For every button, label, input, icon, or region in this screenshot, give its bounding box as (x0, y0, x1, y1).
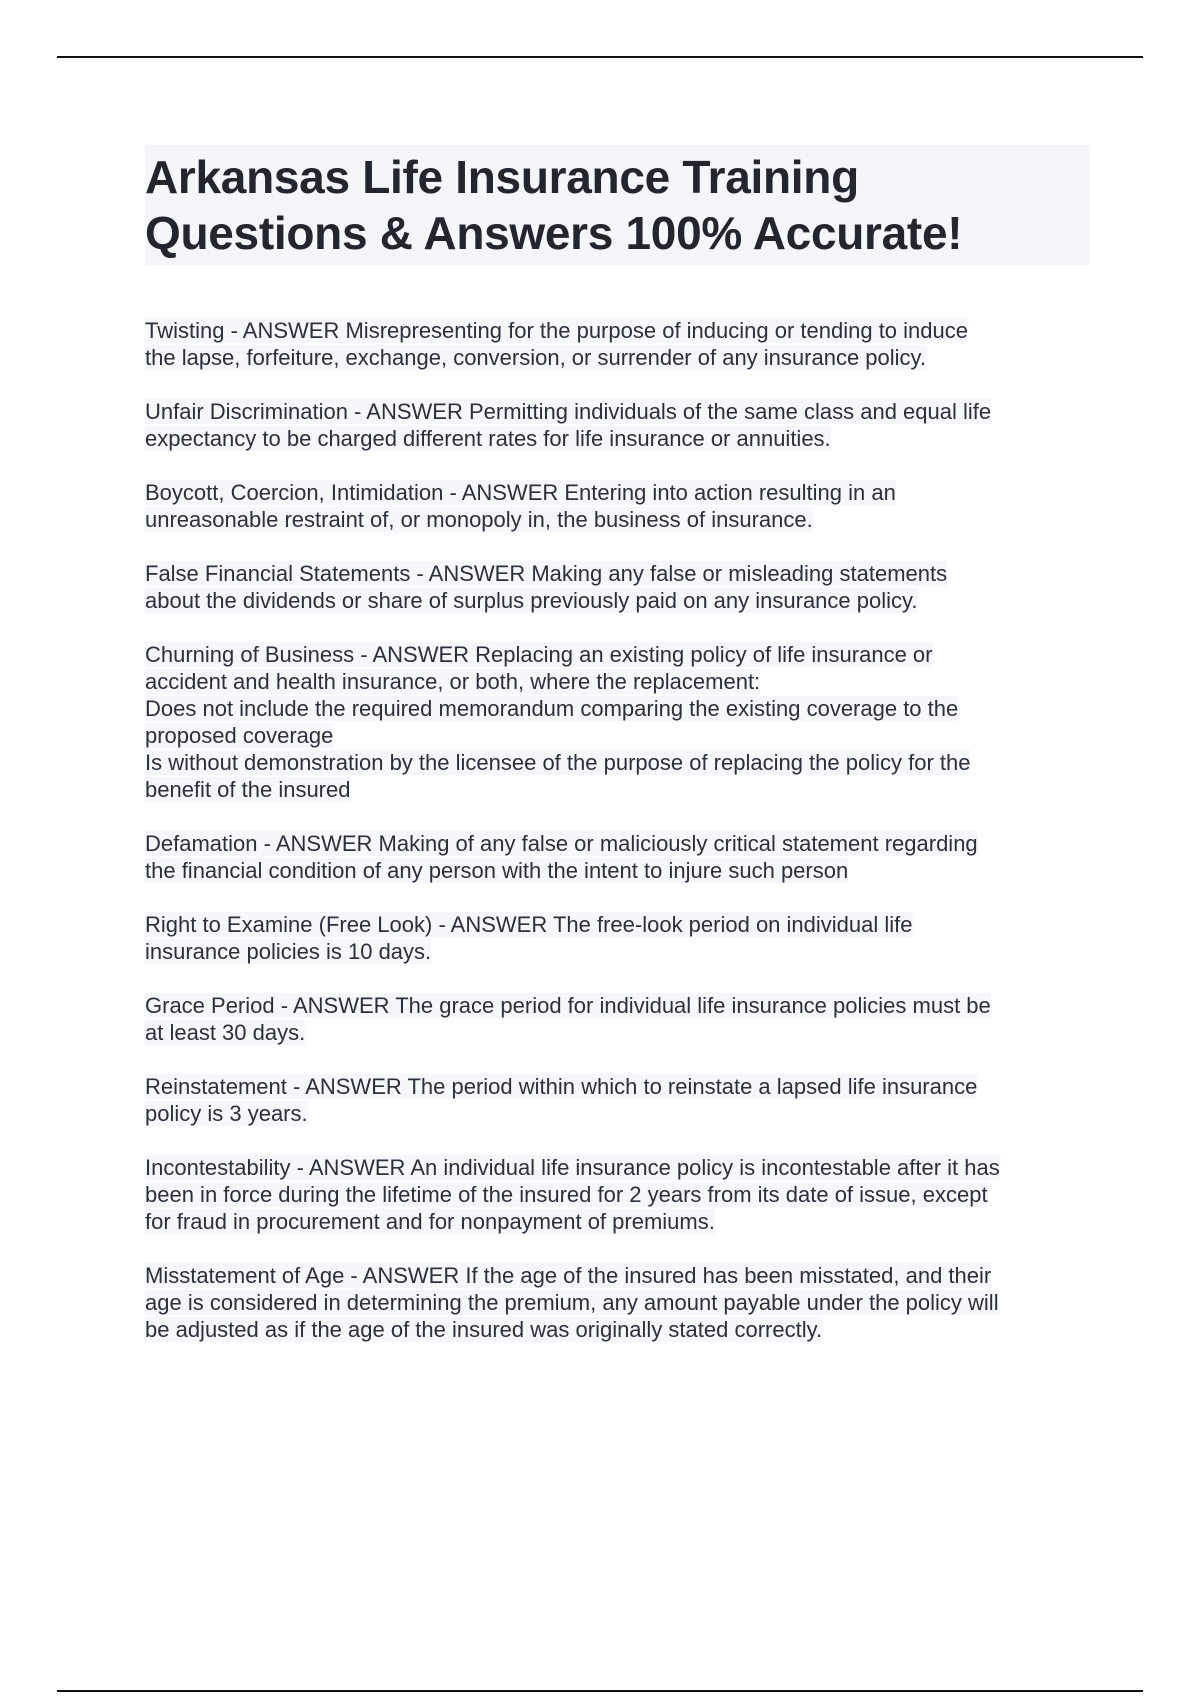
qa-entry-boycott (145, 479, 1090, 533)
qa-line: age is considered in determining the premium, any amount payable under the policy will (145, 1290, 999, 1315)
top-rule (57, 56, 1143, 58)
qa-line: been in force during the lifetime of the insured for 2 years from its date of issue, except (145, 1182, 988, 1207)
qa-line: Boycott, Coercion, Intimidation - ANSWER Entering into action resulting in an (145, 480, 896, 505)
qa-line: insurance policies is 10 days. (145, 939, 432, 964)
qa-entry-churning (145, 641, 1090, 803)
qa-entry-unfair-discrimination (145, 398, 1090, 452)
qa-line: Defamation - ANSWER Making of any false or maliciously critical statement regarding (145, 831, 978, 856)
qa-line: Does not include the required memorandum comparing the existing coverage to the (145, 696, 959, 721)
qa-line: the financial condition of any person with the intent to injure such person (145, 858, 849, 883)
qa-line: accident and health insurance, or both, where the replacement: (145, 669, 761, 694)
qa-line: expectancy to be charged different rates for life insurance or annuities. (145, 426, 831, 451)
qa-line: Grace Period - ANSWER The grace period for individual life insurance policies must be (145, 993, 991, 1018)
qa-line: Unfair Discrimination - ANSWER Permitting individuals of the same class and equal life (145, 399, 992, 424)
qa-line: Twisting - ANSWER Misrepresenting for the purpose of inducing or tending to induce (145, 318, 968, 343)
qa-line: about the dividends or share of surplus previously paid on any insurance policy. (145, 588, 918, 613)
qa-line: proposed coverage (145, 723, 334, 748)
qa-line: Right to Examine (Free Look) - ANSWER The free-look period on individual life (145, 912, 913, 937)
title-line-1: Arkansas Life Insurance Training (145, 151, 859, 203)
document-body (145, 145, 1090, 1370)
qa-line: False Financial Statements - ANSWER Making any false or misleading statements (145, 561, 948, 586)
qa-entry-reinstatement (145, 1073, 1090, 1127)
qa-line: the lapse, forfeiture, exchange, conversion, or surrender of any insurance policy. (145, 345, 927, 370)
qa-line: Reinstatement - ANSWER The period within which to reinstate a lapsed life insurance (145, 1074, 978, 1099)
qa-line: Churning of Business - ANSWER Replacing an existing policy of life insurance or (145, 642, 933, 667)
qa-line: Is without demonstration by the licensee of the purpose of replacing the policy for the (145, 750, 971, 775)
qa-entry-false-financial-statements (145, 560, 1090, 614)
qa-entry-defamation (145, 830, 1090, 884)
qa-line: benefit of the insured (145, 777, 351, 802)
qa-entry-incontestability (145, 1154, 1090, 1235)
qa-entry-right-to-examine (145, 911, 1090, 965)
qa-line: at least 30 days. (145, 1020, 306, 1045)
qa-entry-grace-period (145, 992, 1090, 1046)
qa-line: Misstatement of Age - ANSWER If the age of the insured has been misstated, and their (145, 1263, 992, 1288)
qa-line: Incontestability - ANSWER An individual life insurance policy is incontestable after it has (145, 1155, 1000, 1180)
qa-line: unreasonable restraint of, or monopoly in, the business of insurance. (145, 507, 813, 532)
qa-line: policy is 3 years. (145, 1101, 308, 1126)
qa-line: for fraud in procurement and for nonpayment of premiums. (145, 1209, 715, 1234)
title-line-2: Questions & Answers 100% Accurate! (145, 207, 963, 259)
page-title (145, 145, 1090, 265)
bottom-rule (57, 1690, 1143, 1692)
qa-line: be adjusted as if the age of the insured was originally stated correctly. (145, 1317, 823, 1342)
qa-entry-twisting (145, 317, 1090, 371)
qa-entry-misstatement-of-age (145, 1262, 1090, 1343)
